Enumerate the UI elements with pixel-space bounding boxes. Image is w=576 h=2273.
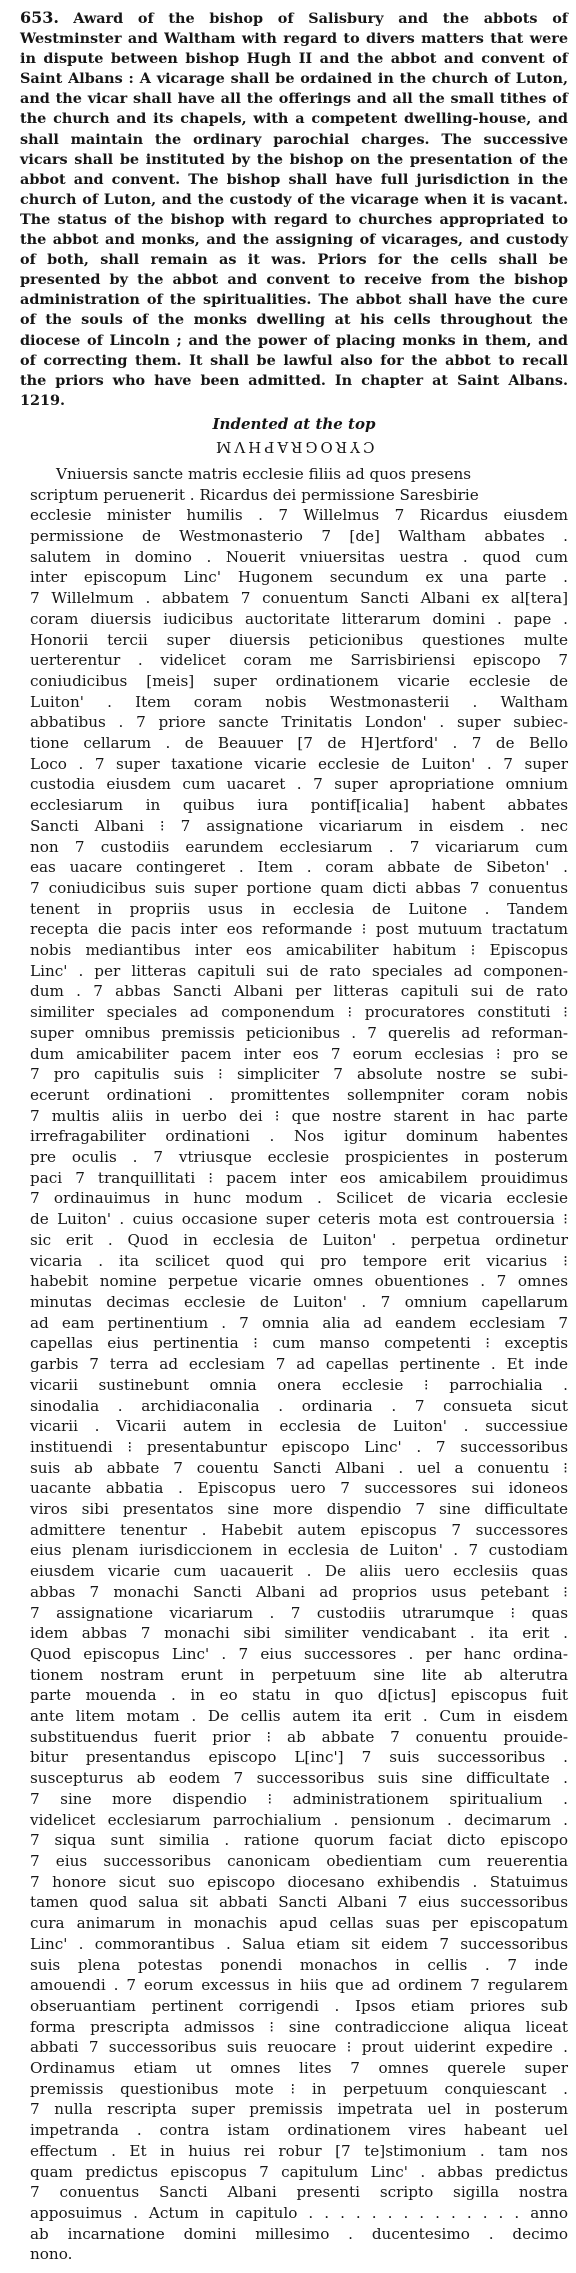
entry-summary-paragraph	[20, 8, 568, 411]
charter-line: nobis mediantibus inter eos amicabiliter habitum ⁝ Episcopus	[30, 941, 568, 960]
charter-line: salutem in domino . Nouerit vniuersitas uestra . quod cum	[30, 547, 568, 566]
charter-line: 7 multis aliis in uerbo dei ⁝ que nostre starent in hac parte	[30, 1106, 568, 1125]
charter-line: 7 pro capitulis suis ⁝ simpliciter 7 absolute nostre se subi-	[30, 1065, 568, 1084]
charter-line: impetranda . contra istam ordinationem vires habeant uel	[30, 2121, 568, 2140]
charter-line: capellas eius pertinentia ⁝ cum manso competenti ⁝ exceptis	[30, 1334, 568, 1353]
charter-text	[20, 464, 568, 2265]
charter-line: Loco . 7 super taxatione vicarie ecclesie de Luiton' . 7 super	[30, 754, 568, 773]
charter-line: Sancti Albani ⁝ 7 assignatione vicariarum in eisdem . nec	[30, 816, 568, 835]
charter-line: 7 assignatione vicariarum . 7 custodiis utrarumque ⁝ quas	[30, 1603, 568, 1622]
charter-line: 7 nulla rescripta super premissis impetrata uel in posterum	[30, 2100, 568, 2119]
charter-line: ante litem motam . De cellis autem ita erit . Cum in eisdem	[30, 1707, 568, 1726]
indenture-caption: Indented at the top	[212, 414, 376, 433]
charter-line: abbas 7 monachi Sancti Albani ad proprios usus petebant ⁝	[30, 1582, 568, 1601]
charter-line: cura animarum in monachis apud cellas suas per episcopatum	[30, 1914, 568, 1933]
charter-line: coram diuersis iudicibus auctoritate litterarum domini . pape .	[30, 609, 568, 628]
charter-line: suscepturus ab eodem 7 successoribus suis sine difficultate .	[30, 1769, 568, 1788]
charter-line: viros sibi presentatos sine more dispendio 7 sine difficultate	[30, 1500, 568, 1519]
charter-line: similiter speciales ad componendum ⁝ procuratores constituti ⁝	[30, 1003, 568, 1022]
charter-line: 7 ordinauimus in hunc modum . Scilicet de vicaria ecclesie	[30, 1189, 568, 1208]
charter-line: irrefragabiliter ordinationi . Nos igitur dominum habentes	[30, 1127, 568, 1146]
charter-line: de Luiton' . cuius occasione super ceteris mota est controuersia ⁝	[30, 1210, 568, 1229]
charter-line: inter episcopum Linc' Hugonem secundum ex una parte .	[30, 568, 568, 587]
charter-line: sic erit . Quod in ecclesia de Luiton' . perpetua ordinetur	[30, 1230, 568, 1249]
charter-line: instituendi ⁝ presentabuntur episcopo Linc' . 7 successoribus	[30, 1437, 568, 1456]
charter-line: eiusdem vicarie cum uacauerit . De aliis uero ecclesiis quas	[30, 1562, 568, 1581]
charter-line: ab incarnatione domini millesimo . ducentesimo . decimo	[30, 2224, 568, 2243]
charter-line: substituendus fuerit prior ⁝ ab abbate 7 conuentu prouide-	[30, 1727, 568, 1746]
charter-line: apposuimus . Actum in capitulo . . . . . . . . . . . . . . anno	[30, 2203, 568, 2222]
chirograph-heading	[20, 436, 568, 458]
charter-line: 7 Willelmum . abbatem 7 conuentum Sancti Albani ex al[tera]	[30, 589, 568, 608]
charter-line: nono.	[30, 2245, 73, 2264]
charter-line: admittere tenentur . Habebit autem episcopus 7 successores	[30, 1520, 568, 1539]
charter-line: abbati 7 successoribus suis reuocare ⁝ prout uiderint expedire .	[30, 2038, 568, 2057]
charter-line: garbis 7 terra ad ecclesiam 7 ad capellas pertinente . Et inde	[30, 1355, 568, 1374]
entry-summary-text: Award of the bishop of Salisbury and the abbots of Westminster and Waltham with regard to divers matters that were in dispute between bishop Hugh II and the abbot and convent of Saint Albans : A vicarage shall be ordained in the church of Luton, and the vicar shall have all the offerings and all the small tithes of the church and its chapels, with a competent dwelling-house, and shall maintain the ordinary parochial charges. The successive vicars shall be instituted by the bishop on the presentation of the abbot and convent. The bishop shall have full jurisdiction in the church of Luton, and the custody of the vicarage when it is vacant. The status of the bishop with regard to churches appropriated to the abbot and monks, and the assigning of vicarages, and custody of both, shall remain as it was. Priors for the cells shall be presented by the abbot and convent to receive from the bishop administration of the spiritualities. The abbot shall have the cure of the souls of the monks dwelling at his cells throughout the diocese of Lincoln ; and the power of placing monks in them, and of correcting them. It shall be lawful also for the abbot to recall the priors who have been admitted. In chapter at Saint Albans. 1219.	[20, 10, 568, 409]
charter-line: Luiton' . Item coram nobis Westmonasterii . Waltham	[30, 692, 568, 711]
charter-line: uerterentur . videlicet coram me Sarrisbiriensi episcopo 7	[30, 651, 568, 670]
charter-line: eius plenam iurisdiccionem in ecclesia de Luiton' . 7 custodiam	[30, 1541, 568, 1560]
charter-line: Vniuersis sancte matris ecclesie filiis ad quos presens	[56, 464, 472, 483]
charter-line: coniudicibus [meis] super ordinationem vicarie ecclesie de	[30, 671, 568, 690]
charter-line: abbatibus . 7 priore sancte Trinitatis London' . super subiec-	[30, 713, 568, 732]
charter-line: tenent in propriis usus in ecclesia de Luitone . Tandem	[30, 899, 568, 918]
charter-line: super omnibus premissis peticionibus . 7 querelis ad reforman-	[30, 1023, 568, 1042]
charter-line: non 7 custodiis earundem ecclesiarum . 7 vicariarum cum	[30, 837, 568, 856]
charter-line: vicarii . Vicarii autem in ecclesia de Luiton' . successiue	[30, 1417, 568, 1436]
charter-line: Honorii tercii super diuersis peticionibus questiones multe	[30, 630, 568, 649]
charter-line: Linc' . commorantibus . Salua etiam sit eidem 7 successoribus	[30, 1934, 568, 1953]
charter-line: parte mouenda . in eo statu in quo d[ictus] episcopus fuit	[30, 1686, 568, 1705]
charter-line: recepta die pacis inter eos reformande ⁝ post mutuum tractatum	[30, 920, 568, 939]
charter-line: 7 coniudicibus suis super portione quam dicti abbas 7 conuentus	[30, 878, 568, 897]
charter-line: tione cellarum . de Beauuer [7 de H]ertford' . 7 de Bello	[30, 734, 568, 753]
charter-line: suis ab abbate 7 couentu Sancti Albani . uel a conuentu ⁝	[30, 1458, 568, 1477]
charter-line: effectum . Et in huius rei robur [7 te]stimonium . tam nos	[30, 2141, 568, 2160]
charter-line: minutas decimas ecclesie de Luiton' . 7 omnium capellarum	[30, 1293, 568, 1311]
charter-line: paci 7 tranquillitati ⁝ pacem inter eos amicabilem prouidimus	[30, 1168, 568, 1187]
charter-line: uacante abbatia . Episcopus uero 7 successores sui idoneos	[30, 1479, 568, 1498]
charter-line: obseruantiam pertinent corrigendi . Ipsos etiam priores sub	[30, 1996, 568, 2015]
charter-line: ecerunt ordinationi . promittentes sollempniter coram nobis	[30, 1085, 568, 1104]
charter-line: eas uacare contingeret . Item . coram abbate de Sibeton' .	[30, 858, 568, 877]
charter-line: Ordinamus etiam ut omnes lites 7 omnes querele super	[30, 2059, 568, 2078]
chirograph-inverted-text: CYROGRAPHVM	[213, 437, 375, 456]
charter-line: Quod episcopus Linc' . 7 eius successores . per hanc ordina-	[30, 1644, 568, 1663]
charter-line: 7 siqua sunt similia . ratione quorum faciat dicto episcopo	[30, 1831, 568, 1850]
entry-number: 653.	[20, 8, 59, 27]
charter-line: idem abbas 7 monachi sibi similiter vendicabant . ita erit .	[30, 1624, 568, 1643]
charter-line: 7 eius successoribus canonicam obedientiam cum reuerentia	[30, 1851, 568, 1870]
charter-line: Linc' . per litteras capituli sui de rato speciales ad componen-	[30, 961, 568, 980]
charter-line: sinodalia . archidiaconalia . ordinaria . 7 consueta sicut	[30, 1396, 568, 1415]
charter-line: premissis questionibus mote ⁝ in perpetuum conquiescant .	[30, 2079, 568, 2098]
charter-line: tionem nostram erunt in perpetuum sine lite ab alterutra	[30, 1665, 568, 1684]
charter-line: forma prescripta admissos ⁝ sine contradiccione aliqua liceat	[30, 2017, 568, 2036]
charter-line: ecclesie minister humilis . 7 Willelmus 7 Ricardus eiusdem	[30, 506, 568, 525]
charter-line: vicarii sustinebunt omnia onera ecclesie ⁝ parrochialia .	[30, 1375, 568, 1394]
charter-line: scriptum peruenerit . Ricardus dei permissione Saresbirie	[30, 485, 479, 504]
charter-line: amouendi . 7 eorum excessus in hiis que ad ordinem 7 regularem	[30, 1976, 568, 1995]
charter-line: 7 conuentus Sancti Albani presenti scripto sigilla nostra	[30, 2183, 568, 2202]
charter-line: dum . 7 abbas Sancti Albani per litteras capituli sui de rato	[30, 982, 568, 1001]
charter-line: ad eam pertinentium . 7 omnia alia ad eandem ecclesiam 7	[30, 1313, 568, 1332]
charter-line: dum amicabiliter pacem inter eos 7 eorum ecclesias ⁝ pro se	[30, 1044, 568, 1063]
charter-line: 7 honore sicut suo episcopo diocesano exhibendis . Statuimus	[30, 1872, 568, 1891]
charter-line: habebit nomine perpetue vicarie omnes obuentiones . 7 omnes	[30, 1272, 568, 1291]
charter-line: pre oculis . 7 vtriusque ecclesie prospicientes in posterum	[30, 1148, 568, 1167]
charter-line: vicaria . ita scilicet quod qui pro tempore erit vicarius ⁝	[30, 1251, 568, 1270]
charter-line: bitur presentandus episcopo L[inc'] 7 suis successoribus .	[30, 1748, 568, 1767]
charter-line: custodia eiusdem cum uacaret . 7 super apropriatione omnium	[30, 775, 568, 794]
charter-line: tamen quod salua sit abbati Sancti Albani 7 eius successoribus	[30, 1893, 568, 1912]
charter-line: quam predictus episcopus 7 capitulum Linc' . abbas predictus	[30, 2162, 568, 2181]
charter-line: ecclesiarum in quibus iura pontif[icalia] habent abbates	[30, 796, 568, 815]
charter-line: permissione de Westmonasterio 7 [de] Waltham abbates .	[30, 526, 568, 545]
charter-line: 7 sine more dispendio ⁝ administrationem spiritualium .	[30, 1789, 568, 1808]
charter-line: suis plena potestas ponendi monachos in cellis . 7 inde	[30, 1955, 568, 1974]
charter-line: videlicet ecclesiarum parrochialium . pensionum . decimarum .	[30, 1810, 568, 1829]
